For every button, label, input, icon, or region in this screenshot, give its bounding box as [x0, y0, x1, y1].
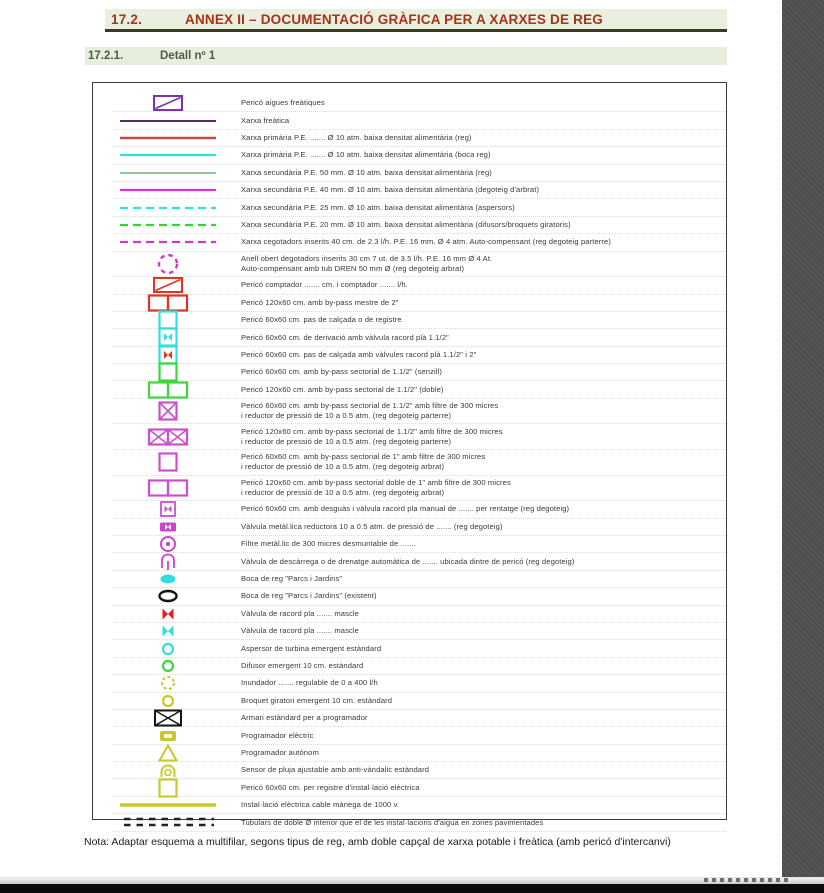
status-bar-marks	[704, 878, 790, 882]
legend-item-label: Tubulars de doble Ø interior que el de les instal·lacions d'aigua en zones pavimentades	[241, 817, 544, 827]
note-text: Nota: Adaptar esquema a multifilar, segons tipus de reg, amb doble capçal de xarxa potable i freàtica (amb pericó d'intercanvi)	[84, 836, 671, 848]
legend-item-label: Pericó 60x60 cm. amb by-pass sectorial de 1" amb filtre de 300 micres i reductor de pressió de 10 a 0.5 atm. (reg degoteig arbrat)	[241, 452, 486, 472]
legend-item-label: Vàlvula de descàrrega o de drenatge automàtica de ....... ubicada dintre de pericó (reg degoteig)	[241, 556, 575, 566]
legend-item-label: Programador autònom	[241, 747, 319, 757]
square-icon	[113, 451, 223, 473]
dashed-line-icon	[113, 231, 223, 253]
legend-item-label: Xarxa freàtica	[241, 115, 290, 125]
legend-item	[113, 252, 726, 278]
legend-box	[92, 82, 727, 827]
legend-item-label: Pericó 120x60 cm. amb by-pass sectorial doble de 1" amb filtre de 300 micres i reductor de pressió de 10 a 0.5 atm. (reg degoteig arbrat)	[241, 478, 511, 497]
legend-item	[113, 814, 726, 831]
legend-item-label: Pericó 60x60 cm. amb by-pass sectorial de 1.1/2" amb filtre de 300 micres i reductor de pressió de 10 a 0.5 atm. (reg degoteig parterre)	[241, 401, 499, 421]
legend-item-label: Anell obert degotadors inserits 30 cm 7 ut. de 3.5 l/h. P.E. 16 mm Ø 4 At. Auto-compensant amb tub DREN 50 mm Ø (reg degoteig arbrat)	[241, 253, 493, 273]
legend-item-label: Boca de reg "Parcs i Jardins"	[241, 574, 343, 584]
legend-item-label: Pericó 60x60 cm. per registre d'instal·lació elèctrica	[241, 782, 420, 792]
legend-item	[113, 450, 726, 476]
double-rect-icon	[113, 477, 223, 499]
subsection-title: Detall nº 1	[160, 50, 216, 62]
legend-item-label: Instal·lació elèctrica cable mànega de 1000 v.	[241, 800, 400, 810]
legend-item-label: Broquet giratori emergent 10 cm. estàndard	[241, 695, 393, 705]
legend-item-label: Inundador ....... regulable de 0 a 400 l/h	[241, 678, 378, 688]
legend-item-label: Xarxa secundària P.E. 50 mm. Ø 10 atm. baixa densitat alimentària (reg)	[241, 167, 492, 177]
legend-item-label: Pericó 120x60 cm. amb by-pass sectorial de 1.1/2" (doble)	[241, 384, 444, 394]
legend-item-label: Xarxa secundària P.E. 40 mm. Ø 10 atm. baixa densitat alimentària (degoteig d'arbrat)	[241, 185, 540, 195]
legend-item-label: Vàlvula de racord pla ....... mascle	[241, 608, 359, 618]
legend-item-label: Xarxa secundària P.E. 20 mm. Ø 10 atm. baixa densitat alimentària (difusors/broquets giratoris)	[241, 220, 571, 229]
legend-item-label: Pericó 60x60 cm. amb desguàs i vàlvula racord pla manual de ....... per rentatge (reg degoteig)	[241, 504, 570, 514]
double-rect-icon	[113, 379, 223, 401]
section-heading	[105, 9, 727, 32]
section-title: ANNEX II – DOCUMENTACIÓ GRÀFICA PER A XARXES DE REG	[185, 11, 603, 27]
status-bar[interactable]	[0, 877, 824, 884]
legend-item-label: Pericó comptador ....... cm. i comptador ....... l/h.	[241, 280, 408, 290]
legend-item-label: Vàlvula metàl.lica reductora 10 a 0.5 atm. de pressió de ....... (reg degoteig)	[241, 521, 503, 531]
legend-item-label: Pericó 60x60 cm. de derivació amb vàlvula racord plà 1.1/2"	[241, 332, 449, 342]
tubulars-icon	[113, 811, 223, 833]
legend-item	[113, 399, 726, 425]
pdf-background-strip	[782, 0, 824, 877]
square-x-icon	[113, 400, 223, 422]
legend-item-label: Armari estàndard per a programador	[241, 713, 368, 723]
subsection-heading	[85, 47, 727, 65]
legend-item	[113, 424, 726, 450]
legend-item-label: Pericó 60x60 cm. amb by-pass sectorial de 1.1/2" (senzill)	[241, 367, 442, 377]
legend-item	[113, 476, 726, 502]
legend-item-label: Pericó 60x60 cm. pas de calçada amb vàlvules racord plà 1.1/2" i 2"	[241, 349, 477, 359]
legend-item-label: Xarxa cegotadors inserits 40 cm. de 2.3 l/h. P.E. 16 mm. Ø 4 atm. Auto-compensant (reg degoteig parterre)	[241, 237, 611, 247]
legend-item-label: Pericó 120x60 cm. amb by-pass mestre de 2"	[241, 297, 399, 307]
legend-item-label: Sensor de pluja ajustable amb anti-vàndalic estàndard	[241, 765, 430, 775]
legend-item-label: Boca de reg "Parcs i Jardins" (existent)	[241, 591, 377, 601]
double-square-x-icon	[113, 426, 223, 448]
subsection-number: 17.2.1.	[88, 50, 124, 62]
taskbar	[0, 884, 824, 893]
legend-item	[113, 234, 726, 251]
legend-item-label: Xarxa primària P.E. ....... Ø 10 atm. baixa densitat alimentària (reg)	[241, 133, 472, 143]
legend-item-label: Pericó aigues freàtiques	[241, 98, 325, 108]
legend-item-label: Difusor emergent 10 cm. estàndard	[241, 661, 364, 670]
legend-item-label: Xarxa primària P.E. ....... Ø 10 atm. baixa densitat alimentària (boca reg)	[241, 150, 491, 160]
legend-item-label: Xarxa secundària P.E. 25 mm. Ø 10 atm. baixa densitat alimentària (aspersors)	[241, 202, 515, 212]
legend-item-label: Programador elèctric	[241, 730, 314, 740]
legend-item-label: Pericó 120x60 cm. amb by-pass sectorial de 1.1/2" amb filtre de 300 micres i reductor de pressió de 10 a 0.5 atm. (reg degoteig parterre)	[241, 426, 503, 446]
dashed-circle-icon	[113, 253, 223, 275]
legend-item	[113, 381, 726, 398]
section-number: 17.2.	[111, 11, 143, 27]
legend-item-label: Vàlvula de racord pla ....... mascle	[241, 626, 359, 636]
legend-item-label: Pericó 60x60 cm. pas de calçada o de registre	[241, 315, 402, 325]
legend-item-label: Filtre metàl.lic de 300 micres desmuntable de .......	[241, 539, 416, 549]
legend-item-label: Aspersor de turbina emergent estàndard	[241, 643, 382, 653]
